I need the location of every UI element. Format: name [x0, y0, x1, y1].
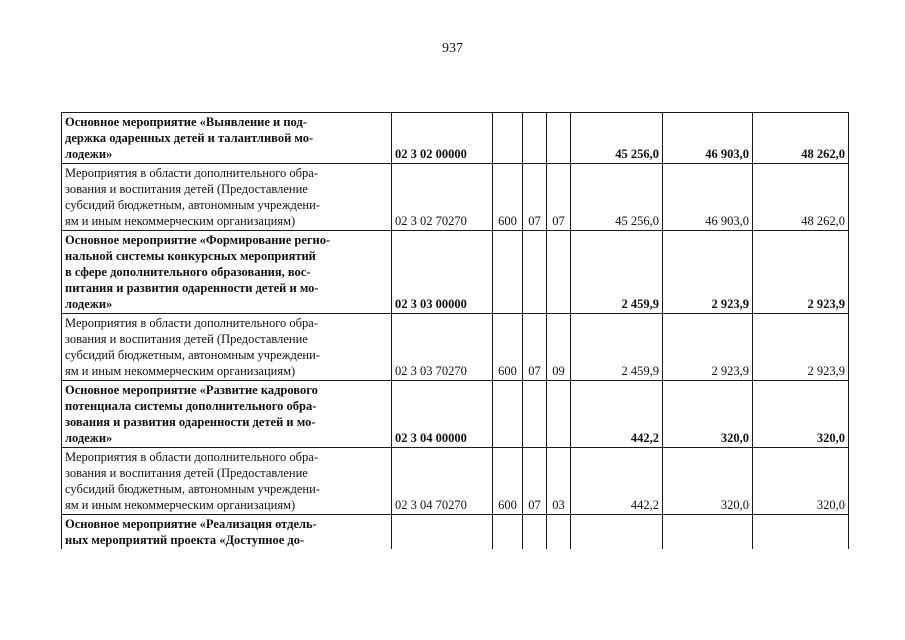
cell-subsection: 07: [547, 164, 571, 231]
cell-amount-year-3: 2 923,9: [753, 231, 849, 314]
cell-subsection: 09: [547, 314, 571, 381]
cell-target-article: 02 3 02 00000: [392, 113, 493, 164]
cell-target-article: 02 3 02 70270: [392, 164, 493, 231]
cell-item-name: [62, 515, 392, 550]
table-row: [62, 448, 849, 515]
item-name-line: питания и развития одаренности детей и мо-: [65, 281, 319, 295]
cell-amount-year-3: 320,0: [753, 448, 849, 515]
cell-amount-year-2: 2 923,9: [663, 231, 753, 314]
cell-target-article: 02 3 04 70270: [392, 448, 493, 515]
cell-amount-year-3: 48 262,0: [753, 113, 849, 164]
item-name-line: потенциала системы дополнительного обра-: [65, 399, 317, 413]
item-name-line: субсидий бюджетным, автономным учреждени-: [65, 198, 320, 212]
cell-section: [523, 113, 547, 164]
item-name-line: держка одаренных детей и талантливой мо-: [65, 131, 314, 145]
item-name-line: нальной системы конкурсных мероприятий: [65, 249, 316, 263]
item-name-line: Мероприятия в области дополнительного обра-: [65, 316, 318, 330]
item-name-line: Основное мероприятие «Развитие кадрового: [65, 383, 318, 397]
cell-expense-type: 600: [493, 164, 523, 231]
cell-item-name: [62, 314, 392, 381]
item-name-line: лодежи»: [65, 147, 113, 161]
page-number: 937: [442, 41, 463, 56]
item-name-line: ям и иным некоммерческим организациям): [65, 364, 296, 378]
cell-amount-year-1: [571, 515, 663, 550]
item-name-line: Основное мероприятие «Формирование регио-: [65, 233, 331, 247]
budget-table: [61, 112, 849, 549]
cell-section: [523, 231, 547, 314]
cell-target-article: [392, 515, 493, 550]
cell-subsection: [547, 515, 571, 550]
cell-amount-year-2: 46 903,0: [663, 113, 753, 164]
cell-item-name: [62, 113, 392, 164]
item-name-line: субсидий бюджетным, автономным учреждени-: [65, 348, 320, 362]
table-body: [62, 113, 849, 550]
cell-section: 07: [523, 314, 547, 381]
cell-amount-year-1: 45 256,0: [571, 164, 663, 231]
cell-target-article: 02 3 04 00000: [392, 381, 493, 448]
item-name-line: зования и воспитания детей (Предоставление: [65, 182, 308, 196]
cell-amount-year-3: 48 262,0: [753, 164, 849, 231]
item-name-line: субсидий бюджетным, автономным учреждени-: [65, 482, 320, 496]
cell-target-article: 02 3 03 00000: [392, 231, 493, 314]
table-row: [62, 164, 849, 231]
cell-amount-year-1: 2 459,9: [571, 314, 663, 381]
item-name-line: зования и развития одаренности детей и мо-: [65, 415, 316, 429]
cell-expense-type: 600: [493, 448, 523, 515]
cell-subsection: 03: [547, 448, 571, 515]
table-row: [62, 113, 849, 164]
cell-amount-year-2: 46 903,0: [663, 164, 753, 231]
cell-amount-year-2: 320,0: [663, 448, 753, 515]
table-row: [62, 515, 849, 550]
table-row: [62, 381, 849, 448]
item-name-line: зования и воспитания детей (Предоставление: [65, 332, 308, 346]
cell-item-name: [62, 448, 392, 515]
item-name-line: Мероприятия в области дополнительного обра-: [65, 166, 318, 180]
item-name-line: лодежи»: [65, 431, 113, 445]
item-name-line: лодежи»: [65, 297, 113, 311]
item-name-line: Основное мероприятие «Реализация отдель-: [65, 517, 317, 531]
item-name-line: Мероприятия в области дополнительного обра-: [65, 450, 318, 464]
cell-section: 07: [523, 448, 547, 515]
cell-amount-year-3: [753, 515, 849, 550]
cell-amount-year-3: 320,0: [753, 381, 849, 448]
cell-expense-type: [493, 515, 523, 550]
cell-section: [523, 515, 547, 550]
cell-subsection: [547, 231, 571, 314]
cell-amount-year-1: 442,2: [571, 448, 663, 515]
cell-section: [523, 381, 547, 448]
cell-amount-year-2: 320,0: [663, 381, 753, 448]
cell-expense-type: [493, 381, 523, 448]
item-name-line: ям и иным некоммерческим организациям): [65, 498, 296, 512]
cell-item-name: [62, 164, 392, 231]
cell-item-name: [62, 381, 392, 448]
cell-item-name: [62, 231, 392, 314]
cell-amount-year-3: 2 923,9: [753, 314, 849, 381]
item-name-line: ных мероприятий проекта «Доступное до-: [65, 533, 305, 547]
cell-target-article: 02 3 03 70270: [392, 314, 493, 381]
item-name-line: ям и иным некоммерческим организациям): [65, 214, 296, 228]
cell-amount-year-1: 442,2: [571, 381, 663, 448]
item-name-line: зования и воспитания детей (Предоставление: [65, 466, 308, 480]
item-name-line: Основное мероприятие «Выявление и под-: [65, 115, 307, 129]
table-row: [62, 231, 849, 314]
cell-amount-year-1: 45 256,0: [571, 113, 663, 164]
cell-amount-year-2: [663, 515, 753, 550]
cell-expense-type: [493, 231, 523, 314]
cell-amount-year-1: 2 459,9: [571, 231, 663, 314]
cell-section: 07: [523, 164, 547, 231]
cell-amount-year-2: 2 923,9: [663, 314, 753, 381]
cell-subsection: [547, 113, 571, 164]
cell-expense-type: 600: [493, 314, 523, 381]
table-row: [62, 314, 849, 381]
item-name-line: в сфере дополнительного образования, вос-: [65, 265, 311, 279]
cell-expense-type: [493, 113, 523, 164]
cell-subsection: [547, 381, 571, 448]
